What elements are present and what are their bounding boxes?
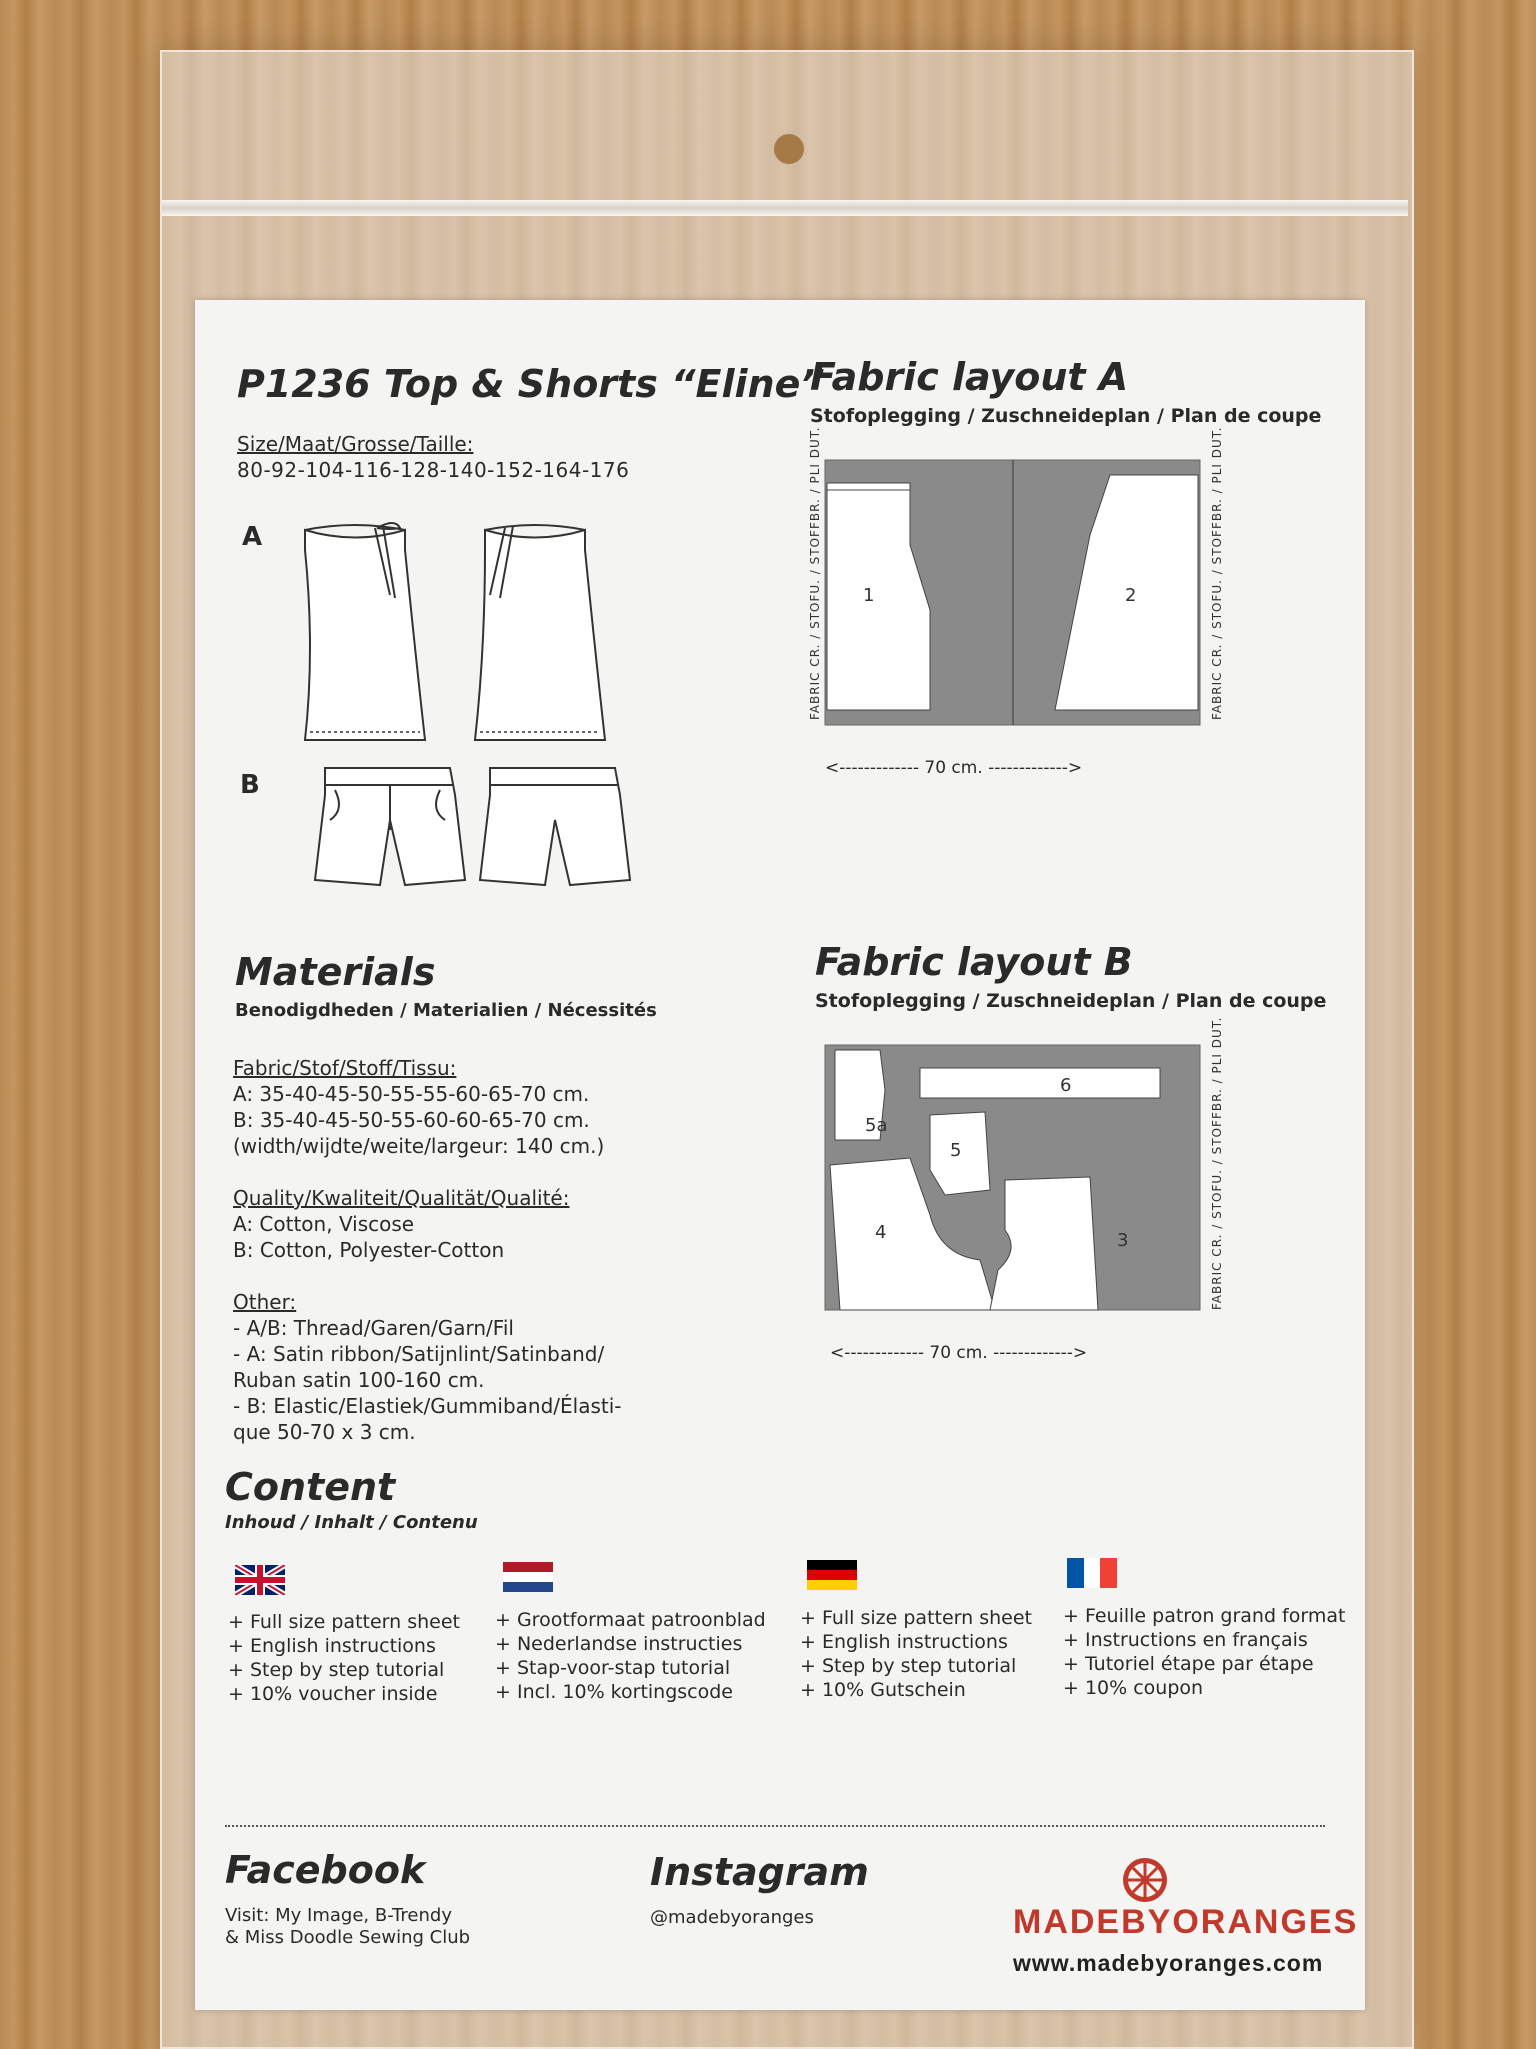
list-item: + English instructions — [800, 1631, 1008, 1653]
layout-b-subtitle: Stofoplegging / Zuschneideplan / Plan de coupe — [815, 990, 1327, 1012]
hang-hole — [772, 132, 806, 166]
fabric-label: Fabric/Stof/Stoff/Tissu: — [233, 1056, 457, 1080]
other-1: - A/B: Thread/Garen/Garn/Fil — [233, 1316, 514, 1340]
layout-a-subtitle: Stofoplegging / Zuschneideplan / Plan de coupe — [810, 405, 1322, 427]
layout-a-right-label: FABRIC CR. / STOFU. / STOFFBR. / PLI DUT. — [1210, 426, 1224, 720]
piece-5-label: 5 — [950, 1140, 962, 1161]
fr-flag-icon — [1067, 1558, 1117, 1588]
size-list: 80-92-104-116-128-140-152-164-176 — [237, 458, 630, 482]
layout-b-diagram — [820, 1040, 1240, 1340]
list-item: + Step by step tutorial — [228, 1659, 445, 1681]
layout-b-title: Fabric layout B — [815, 940, 1133, 984]
garment-illustrations — [265, 500, 825, 1000]
layout-b-width: <------------- 70 cm. -------------> — [830, 1343, 1088, 1363]
uk-flag-icon — [235, 1565, 285, 1595]
list-item: + English instructions — [228, 1635, 436, 1657]
facebook-text — [225, 1905, 470, 1949]
view-b-label: B — [240, 770, 260, 800]
list-item: + Nederlandse instructies — [495, 1633, 743, 1655]
other-4: - B: Elastic/Elastiek/Gummiband/Élasti- — [233, 1394, 622, 1418]
list-item: + Stap-voor-stap tutorial — [495, 1657, 731, 1679]
view-a-label: A — [242, 522, 263, 552]
top-back-drawing — [475, 525, 605, 740]
content-subtitle: Inhoud / Inhalt / Contenu — [225, 1512, 478, 1533]
instagram-handle[interactable]: @madebyoranges — [650, 1907, 814, 1928]
list-item: + Full size pattern sheet — [800, 1607, 1032, 1629]
content-list-nl — [495, 1608, 766, 1704]
top-front-drawing — [305, 523, 425, 740]
orange-slice-icon — [1120, 1855, 1170, 1905]
list-item: + 10% voucher inside — [228, 1683, 438, 1705]
fabric-a: A: 35-40-45-50-55-55-60-65-70 cm. — [233, 1082, 590, 1106]
materials-title: Materials — [235, 950, 436, 994]
piece-2-label: 2 — [1125, 585, 1137, 606]
pattern-card — [195, 300, 1365, 2010]
layout-a-diagram — [815, 455, 1235, 755]
facebook-text-line: & Miss Doodle Sewing Club — [225, 1927, 471, 1948]
shorts-back-drawing — [480, 768, 630, 885]
fabric-width: (width/wijdte/weite/largeur: 140 cm.) — [233, 1134, 605, 1158]
brand-logo: MADEBYORANGES — [1013, 1903, 1359, 1941]
materials-block — [233, 1055, 622, 1445]
de-flag-icon — [807, 1560, 857, 1590]
list-item: + Full size pattern sheet — [228, 1611, 460, 1633]
website-link[interactable]: www.madebyoranges.com — [1013, 1950, 1324, 1976]
shorts-front-drawing — [315, 768, 465, 885]
nl-flag-icon — [503, 1562, 553, 1592]
piece-6-label: 6 — [1060, 1075, 1072, 1096]
piece-4-label: 4 — [875, 1222, 887, 1243]
other-2: - A: Satin ribbon/Satijnlint/Satinband/ — [233, 1342, 605, 1366]
layout-a-width: <------------- 70 cm. -------------> — [825, 758, 1083, 778]
other-label: Other: — [233, 1290, 297, 1314]
list-item: + Step by step tutorial — [800, 1655, 1017, 1677]
piece-6-shape — [920, 1068, 1160, 1098]
layout-b-right-label: FABRIC CR. / STOFU. / STOFFBR. / PLI DUT. — [1210, 1016, 1224, 1310]
footer-divider — [225, 1825, 1325, 1827]
other-5: que 50-70 x 3 cm. — [233, 1420, 416, 1444]
list-item: + Feuille patron grand format — [1063, 1605, 1346, 1627]
quality-label: Quality/Kwaliteit/Qualität/Qualité: — [233, 1186, 570, 1210]
facebook-text-line: Visit: My Image, B-Trendy — [225, 1905, 452, 1926]
fabric-b: B: 35-40-45-50-55-60-60-65-70 cm. — [233, 1108, 590, 1132]
piece-5a-label: 5a — [865, 1115, 888, 1136]
content-list-de — [800, 1606, 1032, 1702]
facebook-title: Facebook — [225, 1848, 426, 1892]
list-item: + Tutoriel étape par étape — [1063, 1653, 1314, 1675]
list-item: + 10% coupon — [1063, 1677, 1204, 1699]
list-item: + Instructions en français — [1063, 1629, 1308, 1651]
list-item: + 10% Gutschein — [800, 1679, 966, 1701]
layout-a-left-label: FABRIC CR. / STOFU. / STOFFBR. / PLI DUT. — [808, 426, 822, 720]
list-item: + Grootformaat patroonblad — [495, 1609, 766, 1631]
piece-1-label: 1 — [863, 585, 875, 606]
content-list-fr — [1063, 1604, 1345, 1700]
other-3: Ruban satin 100-160 cm. — [233, 1368, 485, 1392]
quality-b: B: Cotton, Polyester-Cotton — [233, 1238, 505, 1262]
pattern-title: P1236 Top & Shorts “Eline” — [237, 362, 825, 406]
list-item: + Incl. 10% kortingscode — [495, 1681, 733, 1703]
content-list-en — [228, 1610, 460, 1706]
quality-a: A: Cotton, Viscose — [233, 1212, 415, 1236]
piece-3-label: 3 — [1117, 1230, 1129, 1251]
layout-a-title: Fabric layout A — [810, 355, 1129, 399]
materials-subtitle: Benodigdheden / Materialien / Nécessités — [235, 1000, 657, 1021]
instagram-title: Instagram — [650, 1850, 869, 1894]
zip-seal — [162, 200, 1408, 216]
size-label: Size/Maat/Grosse/Taille: — [237, 432, 474, 456]
content-title: Content — [225, 1465, 396, 1509]
